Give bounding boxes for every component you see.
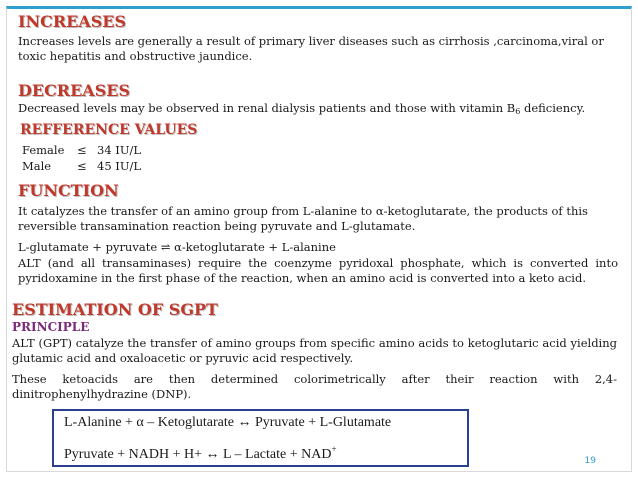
slide-frame — [6, 6, 632, 472]
reference-value: 45 IU/L — [97, 159, 142, 173]
reference-symbol: ≤ — [77, 143, 87, 157]
function-paragraph-2: ALT (and all transaminases) require the coenzyme pyridoxal phosphate, which is converted into pyridoxamine in the first phase of the reaction, when an amino acid is converted into a keto acid. — [18, 256, 618, 285]
decreases-text-after: deficiency. — [520, 101, 586, 115]
reference-heading: REFFERENCE VALUES — [20, 122, 198, 138]
equation-2 — [64, 444, 337, 463]
principle-paragraph-1: ALT (GPT) catalyze the transfer of amino groups from specific amino acids to ketoglutaric acid yielding glutamic acid and oxaloacetic or pyruvic acid respectively. — [12, 336, 617, 365]
principle-paragraph-2: These ketoacids are then determined colorimetrically after their reaction with 2,4-dinitrophenylhydrazine (DNP). — [12, 372, 617, 401]
increases-heading: INCREASES — [18, 12, 127, 31]
increases-text: Increases levels are generally a result of primary liver diseases such as cirrhosis ,carcinoma,viral or toxic hepatitis and obstructive jaundice. — [18, 34, 604, 63]
function-paragraph-1: It catalyzes the transfer of an amino group from L-alanine to α-ketoglutarate, the products of this reversible transamination reaction being pyruvate and L-glutamate. — [18, 204, 588, 233]
reference-sex: Male — [22, 159, 52, 173]
reference-sex: Female — [22, 143, 65, 157]
decreases-text — [18, 101, 628, 119]
function-heading: FUNCTION — [18, 181, 119, 200]
vitamin-subscript: 6 — [515, 107, 521, 116]
decreases-heading: DECREASES — [18, 81, 131, 100]
reference-symbol: ≤ — [77, 159, 87, 173]
function-equation: L-glutamate + pyruvate ⇌ α-ketoglutarate + L-alanine — [18, 240, 336, 254]
page-number: 19 — [584, 456, 596, 466]
reference-row-female — [22, 143, 141, 157]
reaction-equations-box — [52, 409, 469, 467]
reference-value: 34 IU/L — [97, 143, 142, 157]
equation-2-superscript: + — [331, 444, 337, 454]
principle-heading: PRINCIPLE — [12, 320, 90, 334]
equation-1: L-Alanine + α – Ketoglutarate ↔ Pyruvate + L-Glutamate — [64, 415, 392, 430]
decreases-text-before: Decreased levels may be observed in renal dialysis patients and those with vitamin B — [18, 101, 516, 115]
equation-2-text: Pyruvate + NADH + H+ ↔ L – Lactate + NAD — [64, 447, 332, 462]
estimation-heading: ESTIMATION OF SGPT — [12, 300, 218, 319]
reference-row-male — [22, 159, 141, 173]
